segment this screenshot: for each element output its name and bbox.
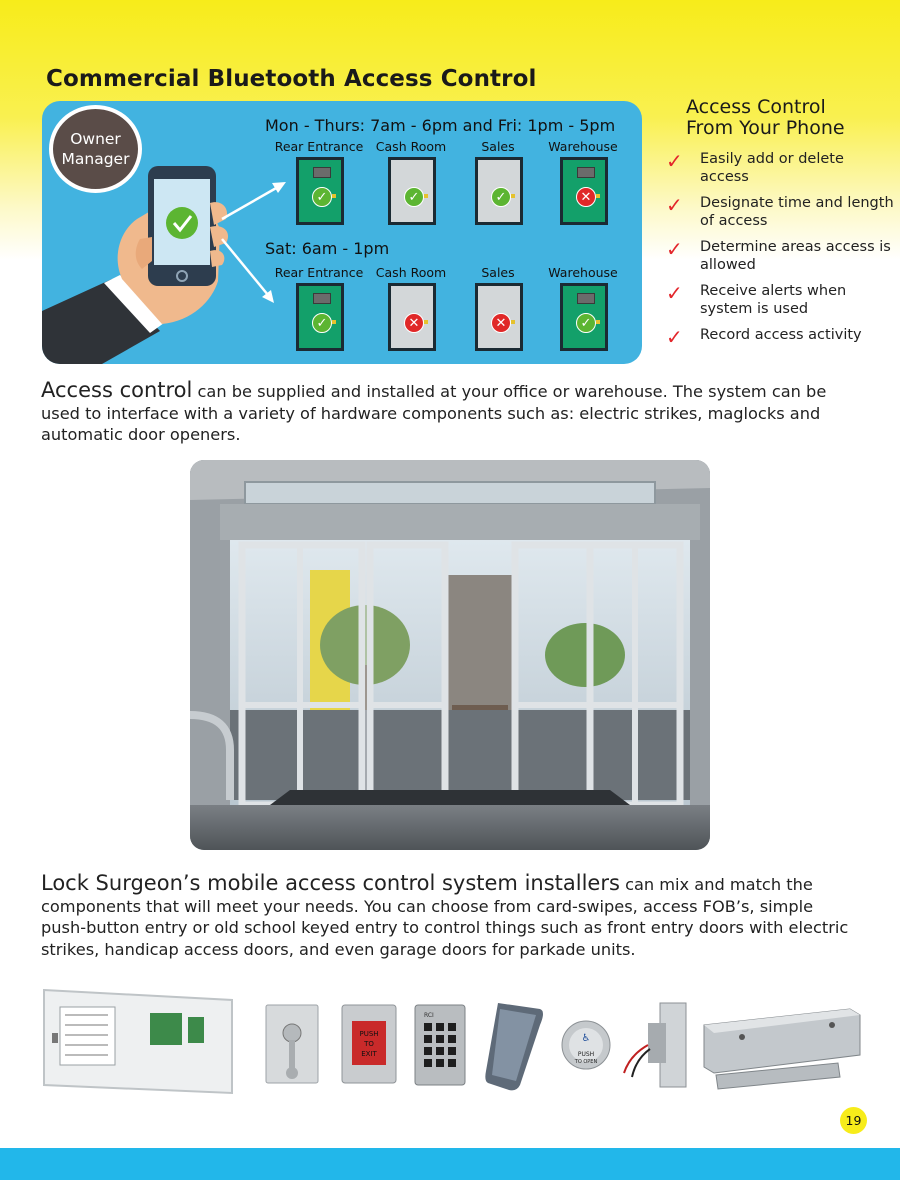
- to-label: TO: [364, 1040, 374, 1048]
- page-title: Commercial Bluetooth Access Control: [46, 66, 537, 92]
- door-warehouse-weekday: [560, 157, 608, 225]
- paragraph-lead: Lock Surgeon’s mobile access control system installers: [41, 871, 620, 895]
- feature-text: Receive alerts when system is used: [700, 283, 847, 317]
- exit-label: EXIT: [361, 1050, 377, 1058]
- sliding-door-photo: [190, 460, 710, 850]
- push-to-open-label-1: PUSH: [577, 1051, 595, 1058]
- brand-label: RCI: [424, 1012, 434, 1019]
- push-to-open-plate-icon: [562, 1021, 610, 1069]
- check-icon: ✓: [404, 187, 424, 207]
- hardware-components-strip: [0, 985, 900, 1095]
- cross-icon: ✕: [576, 187, 596, 207]
- automatic-sliding-doors-image: [190, 460, 710, 850]
- key-switch-icon: [266, 1005, 318, 1083]
- door-label: Sales: [481, 139, 515, 154]
- checkmark-icon: ✓: [666, 149, 683, 173]
- check-icon: ✓: [576, 313, 596, 333]
- door-rear-entrance-saturday: [296, 283, 344, 351]
- door-label: Rear Entrance: [274, 265, 364, 280]
- wheelchair-icon: ♿: [581, 1033, 591, 1044]
- feature-list: [664, 150, 894, 352]
- control-panel-icon: [44, 990, 232, 1093]
- checkmark-icon: ✓: [666, 281, 683, 305]
- door-warehouse-saturday: [560, 283, 608, 351]
- card-reader-icon: [485, 1003, 543, 1090]
- installers-paragraph: [41, 873, 861, 960]
- list-item: [664, 325, 894, 349]
- door-cash-room-weekday: [388, 157, 436, 225]
- sidebar-title-line2: From Your Phone: [686, 117, 845, 139]
- door-cash-room-saturday: [388, 283, 436, 351]
- feature-text: Determine areas access is allowed: [700, 239, 891, 273]
- keypad-icon: [415, 1005, 465, 1085]
- check-icon: ✓: [491, 187, 511, 207]
- door-label: Warehouse: [548, 265, 618, 280]
- maglock-icon: [704, 1009, 860, 1089]
- checkmark-icon: ✓: [666, 325, 683, 349]
- electric-strike-icon: [624, 1003, 686, 1087]
- door-label: Sales: [481, 265, 515, 280]
- sidebar-title-line1: Access Control: [686, 96, 826, 118]
- checkmark-icon: ✓: [666, 193, 683, 217]
- push-to-open-label-2: TO OPEN: [574, 1059, 598, 1065]
- feature-text: Record access activity: [700, 327, 862, 343]
- push-to-exit-button-icon: [342, 1005, 396, 1083]
- list-item: [664, 150, 894, 186]
- access-schedule-illustration: [42, 101, 642, 364]
- door-label: Warehouse: [548, 139, 618, 154]
- badge-line-manager: Manager: [61, 150, 130, 168]
- feature-text: Easily add or delete access: [700, 151, 844, 185]
- feature-text: Designate time and length of access: [700, 195, 894, 229]
- paragraph-lead: Access control: [41, 378, 193, 402]
- list-item: [664, 282, 894, 318]
- paragraph-body: can be supplied and installed at your office or warehouse. The system can be used to interface with a variety of hardware components such as: electric strikes, maglocks and automatic door openers.: [41, 382, 827, 444]
- badge-line-owner: Owner: [70, 130, 121, 148]
- schedule-saturday-title: Sat: 6am - 1pm: [265, 239, 390, 258]
- check-icon: ✓: [312, 313, 332, 333]
- door-rear-entrance-weekday: [296, 157, 344, 225]
- door-label: Rear Entrance: [274, 139, 364, 154]
- list-item: [664, 238, 894, 274]
- list-item: [664, 194, 894, 230]
- door-label: Cash Room: [375, 265, 447, 280]
- page-number-badge: 19: [840, 1107, 867, 1134]
- push-label: PUSH: [359, 1030, 379, 1038]
- sidebar-title: [686, 97, 845, 139]
- cross-icon: ✕: [404, 313, 424, 333]
- door-sales-weekday: [475, 157, 523, 225]
- door-label: Cash Room: [375, 139, 447, 154]
- check-icon: ✓: [312, 187, 332, 207]
- paragraph-body: can mix and match the components that will meet your needs. You can choose from card-swipes, access FOB’s, simple push-button entry or old school keyed entry to control things such as front entry doors with electric strikes, handicap access doors, and even garage doors for parkade units.: [41, 875, 849, 959]
- cross-icon: ✕: [491, 313, 511, 333]
- intro-paragraph: [41, 380, 861, 446]
- checkmark-icon: ✓: [666, 237, 683, 261]
- door-sales-saturday: [475, 283, 523, 351]
- schedule-weekday-title: Mon - Thurs: 7am - 6pm and Fri: 1pm - 5pm: [265, 116, 616, 135]
